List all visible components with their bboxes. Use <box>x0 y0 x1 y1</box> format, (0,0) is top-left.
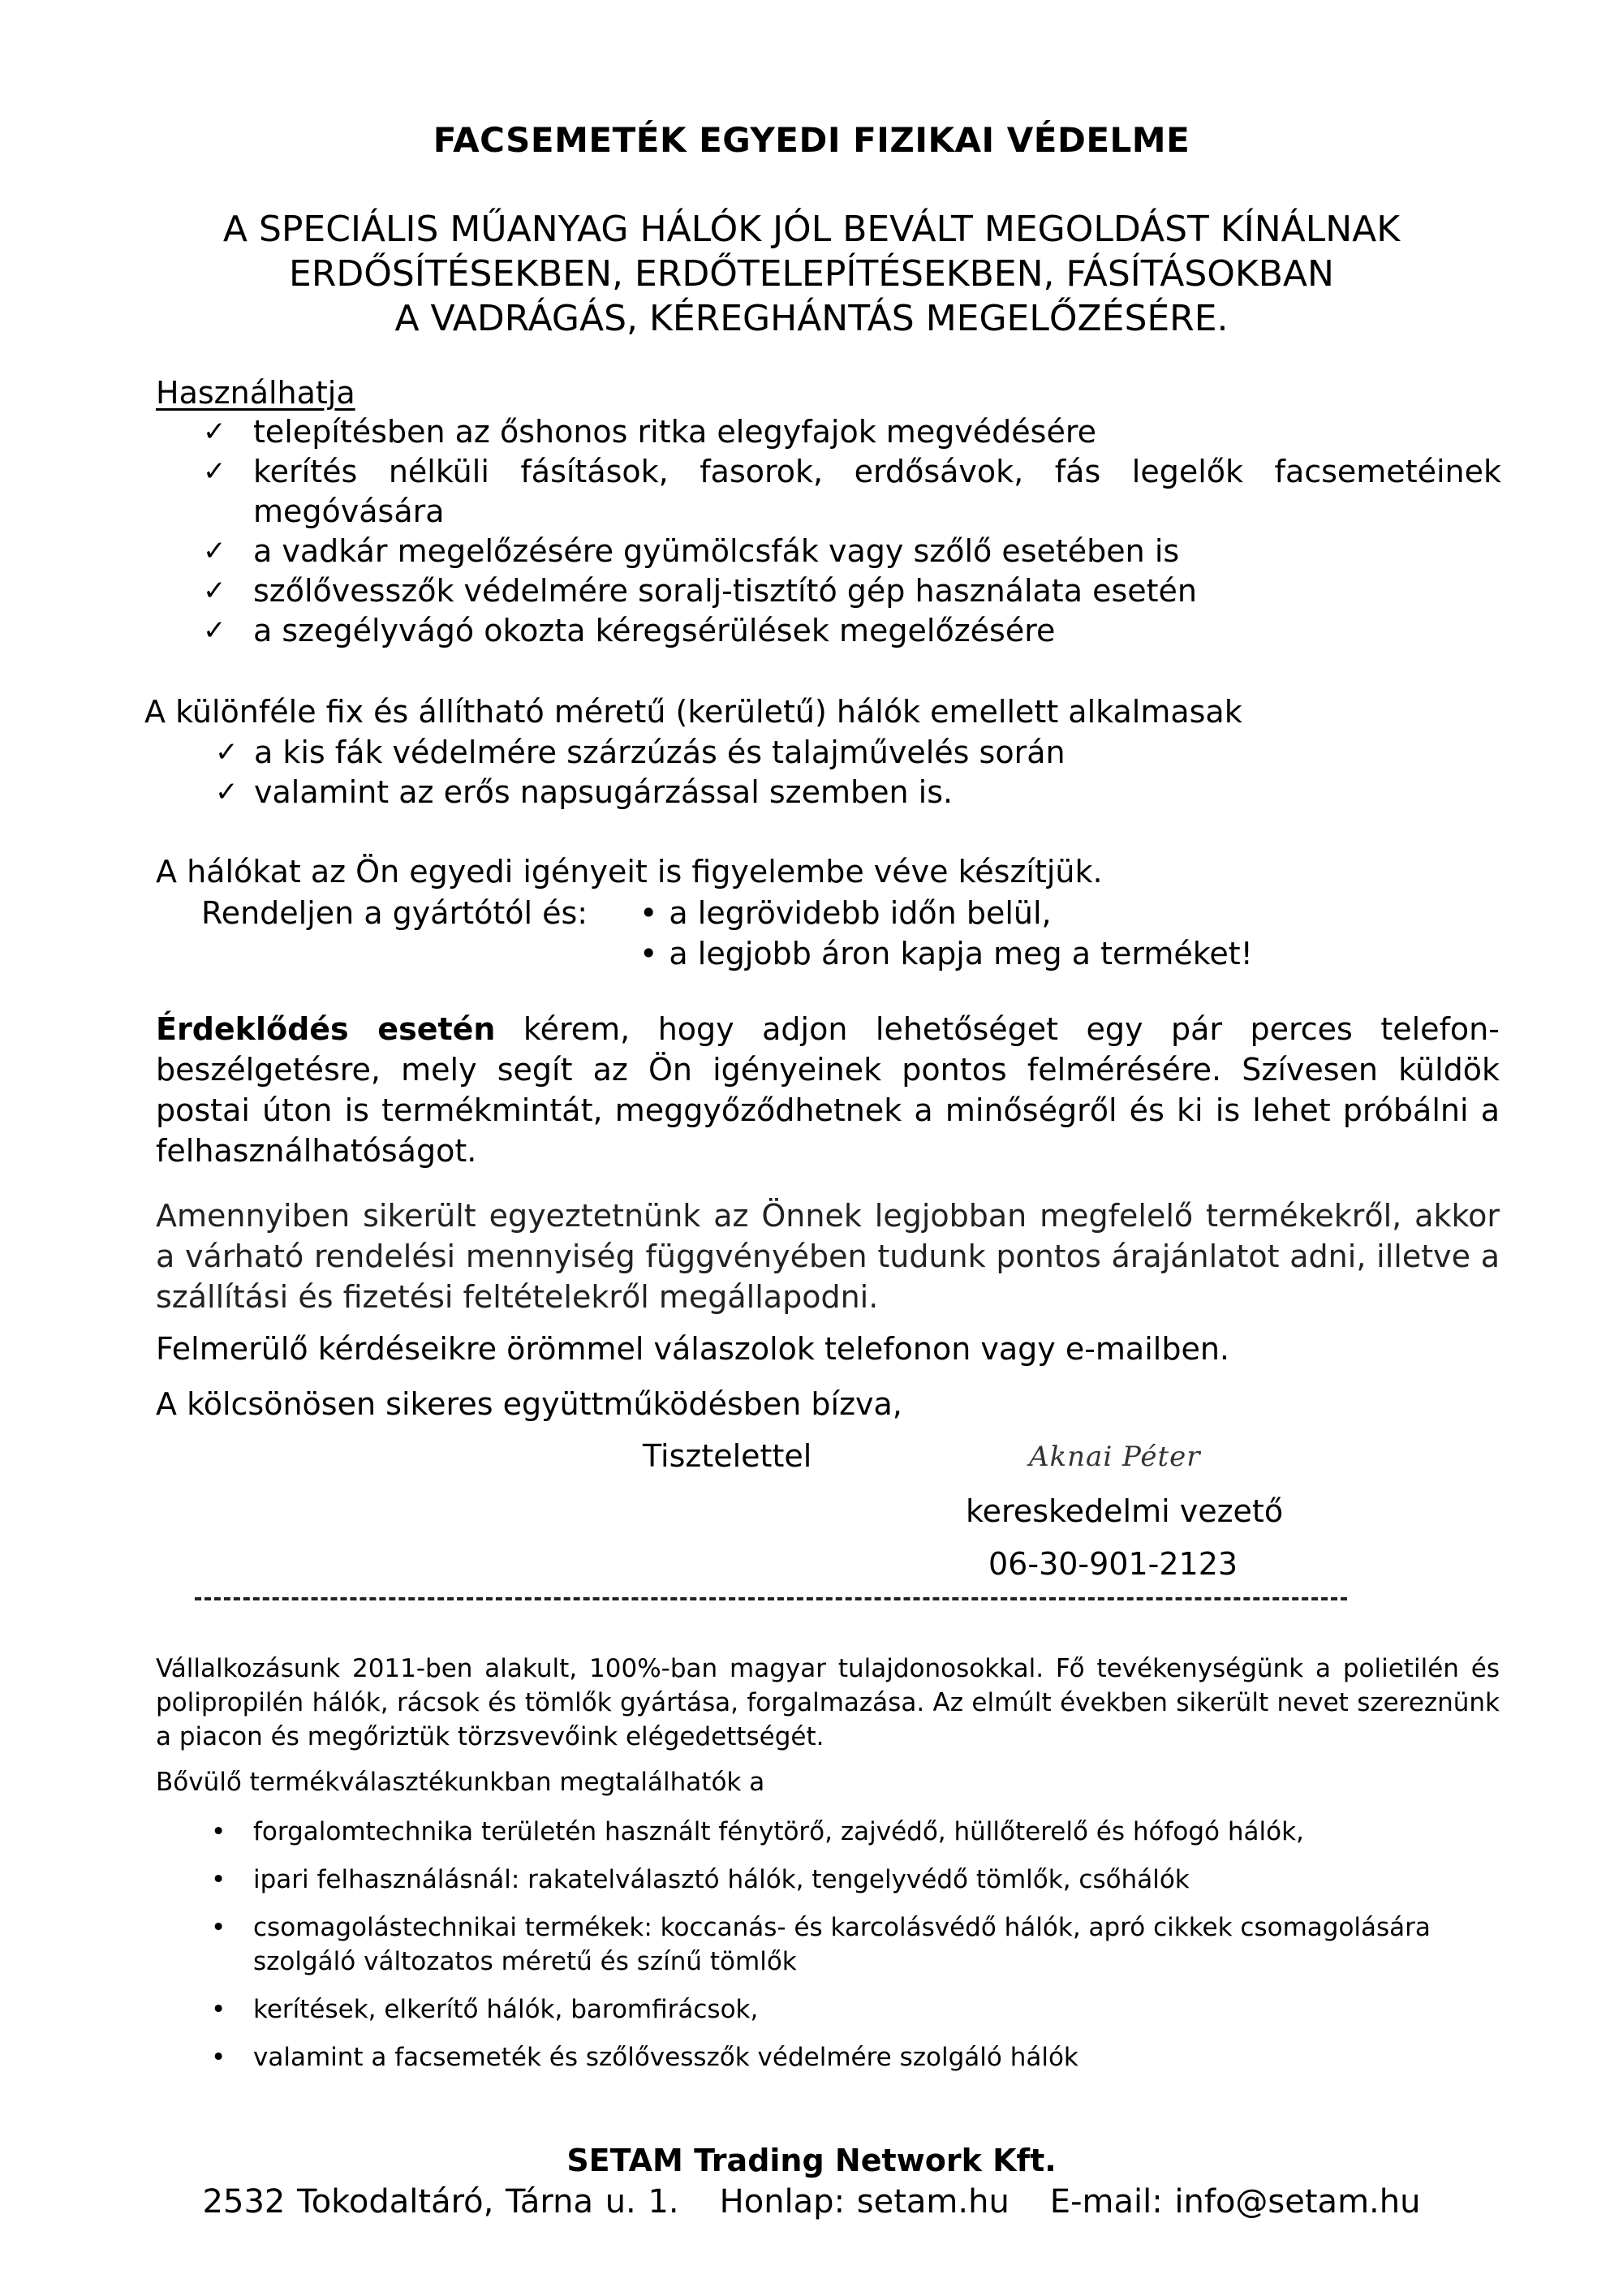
inquiry-bold: Érdeklődés esetén <box>156 1011 496 1047</box>
custom-text: A hálókat az Ön egyedi igényeit is figyelembe véve készítjük. <box>156 854 1103 890</box>
check-icon: ✓ <box>215 776 239 808</box>
order-bullets <box>639 893 1253 974</box>
order-row <box>201 893 1253 974</box>
product-text: valamint a facsemeték és szőlővesszők védelmére szolgáló hálók <box>253 2043 1078 2072</box>
inquiry-text: kérem, hogy adjon lehetőséget egy pár perces telefon-beszélgetésre, mely segít az Ön igényeinek pontos felmérésére. Szívesen küldök postai úton is termékmintát, meggyőződhetnek a minőségről és ki is lehet próbálni a felhasználhatóságot. <box>156 1011 1500 1169</box>
list-item <box>203 452 1501 532</box>
list-item <box>203 412 1501 452</box>
list-item <box>203 571 1501 611</box>
closing-paragraph: A kölcsönösen sikeres együttműködésben bízva, <box>156 1386 902 1422</box>
list-item-text: a kis fák védelmére szárzúzás és talajművelés során <box>254 734 1065 770</box>
products-list <box>209 1815 1475 2088</box>
additional-intro: A különféle fix és állítható méretű (kerületű) hálók emellett alkalmasak <box>144 694 1242 730</box>
signature-name: Aknai Péter <box>1029 1441 1201 1473</box>
check-icon: ✓ <box>215 736 239 769</box>
bullet-icon: • <box>211 1865 226 1894</box>
greeting: Tisztelettel <box>643 1438 812 1474</box>
subtitle-line: A SPECIÁLIS MŰANYAG HÁLÓK JÓL BEVÁLT MEGOLDÁST KÍNÁLNAK <box>222 209 1401 250</box>
offer-paragraph: Amennyiben sikerült egyeztetnünk az Önnek legjobban megfelelő termékekről, akkor a várható rendelési mennyiség függvényében tudunk pontos árajánlatot adni, illetve a szállítási és fizetési feltételekről megállapodni. <box>156 1198 1500 1315</box>
list-item <box>215 733 1065 773</box>
product-text: forgalomtechnika területén használt fénytörő, zajvédő, hüllőterelő és hófogó hálók, <box>253 1817 1304 1846</box>
product-item <box>209 1863 1475 1897</box>
additional-list <box>215 733 1065 812</box>
list-item-text: szőlővesszők védelmére soralj-tisztító gép használata esetén <box>253 573 1197 609</box>
order-bullet: • a legrövidebb időn belül, <box>639 893 1253 933</box>
list-item <box>203 532 1501 571</box>
check-icon: ✓ <box>203 575 226 607</box>
signer-role: kereskedelmi vezető <box>966 1493 1284 1529</box>
product-item <box>209 1815 1475 1849</box>
subtitle-line: ERDŐSÍTÉSEKBEN, ERDŐTELEPÍTÉSEKBEN, FÁSÍTÁSOKBAN <box>289 253 1334 295</box>
product-text: kerítések, elkerítő hálók, baromfirácsok, <box>253 1995 759 2024</box>
list-item <box>203 611 1501 651</box>
uses-list <box>203 412 1501 651</box>
check-icon: ✓ <box>203 416 226 448</box>
check-icon: ✓ <box>203 614 226 647</box>
list-item-text: telepítésben az őshonos ritka elegyfajok megvédésére <box>253 414 1097 450</box>
list-item <box>215 773 1065 812</box>
signer-phone: 06-30-901-2123 <box>988 1546 1238 1582</box>
check-icon: ✓ <box>203 455 226 488</box>
company-website[interactable]: Honlap: setam.hu <box>719 2183 1010 2221</box>
list-item-text: valamint az erős napsugárzással szemben is. <box>254 774 954 810</box>
questions-paragraph: Felmerülő kérdéseikre örömmel válaszolok telefonon vagy e-mailben. <box>156 1331 1229 1367</box>
contact-line <box>0 2183 1623 2221</box>
order-label: Rendeljen a gyártótól és: <box>201 895 588 931</box>
products-intro: Bővülő termékválasztékunkban megtalálhatók a <box>156 1768 765 1797</box>
product-item <box>209 1992 1475 2027</box>
product-item <box>209 2040 1475 2074</box>
subtitle <box>0 207 1623 341</box>
list-item-text: a szegélyvágó okozta kéregsérülések megelőzésére <box>253 613 1056 648</box>
product-item <box>209 1910 1475 1979</box>
uses-label: Használhatja <box>156 375 355 411</box>
list-item-text: kerítés nélküli fásítások, fasorok, erdősávok, fás legelők facsemetéinek <box>253 454 1501 489</box>
bullet-icon: • <box>211 2043 226 2072</box>
company-address: 2532 Tokodaltáró, Tárna u. 1. <box>202 2183 679 2221</box>
about-paragraph: Vállalkozásunk 2011-ben alakult, 100%-ban magyar tulajdonosokkal. Fő tevékenységünk a polietilén és polipropilén hálók, rácsok és tömlők gyártása, forgalmazása. Az elmúlt években sikerült nevet szereznünk a piacon és megőriztük törzsvevőink elégedettségét. <box>156 1654 1500 1751</box>
product-text: csomagolástechnikai termékek: koccanás- és karcolásvédő hálók, apró cikkek csomagolására szolgáló változatos méretű és színű tömlők <box>253 1913 1431 1976</box>
bullet-icon: • <box>211 1995 226 2024</box>
inquiry-paragraph <box>156 1009 1500 1171</box>
document-title: FACSEMETÉK EGYEDI FIZIKAI VÉDELME <box>433 120 1190 160</box>
company-name: SETAM Trading Network Kft. <box>566 2143 1057 2178</box>
bullet-icon: • <box>211 1817 226 1846</box>
order-bullet: • a legjobb áron kapja meg a terméket! <box>639 933 1253 974</box>
list-item-continuation: megóvására <box>253 493 445 529</box>
bullet-icon: • <box>211 1913 226 1942</box>
subtitle-line: A VADRÁGÁS, KÉREGHÁNTÁS MEGELŐZÉSÉRE. <box>394 298 1229 339</box>
list-item-text: a vadkár megelőzésére gyümölcsfák vagy szőlő esetében is <box>253 533 1180 569</box>
divider <box>195 1597 1347 1600</box>
company-email[interactable]: E-mail: info@setam.hu <box>1049 2183 1421 2221</box>
check-icon: ✓ <box>203 535 226 567</box>
product-text: ipari felhasználásnál: rakatelválasztó hálók, tengelyvédő tömlők, csőhálók <box>253 1865 1190 1894</box>
